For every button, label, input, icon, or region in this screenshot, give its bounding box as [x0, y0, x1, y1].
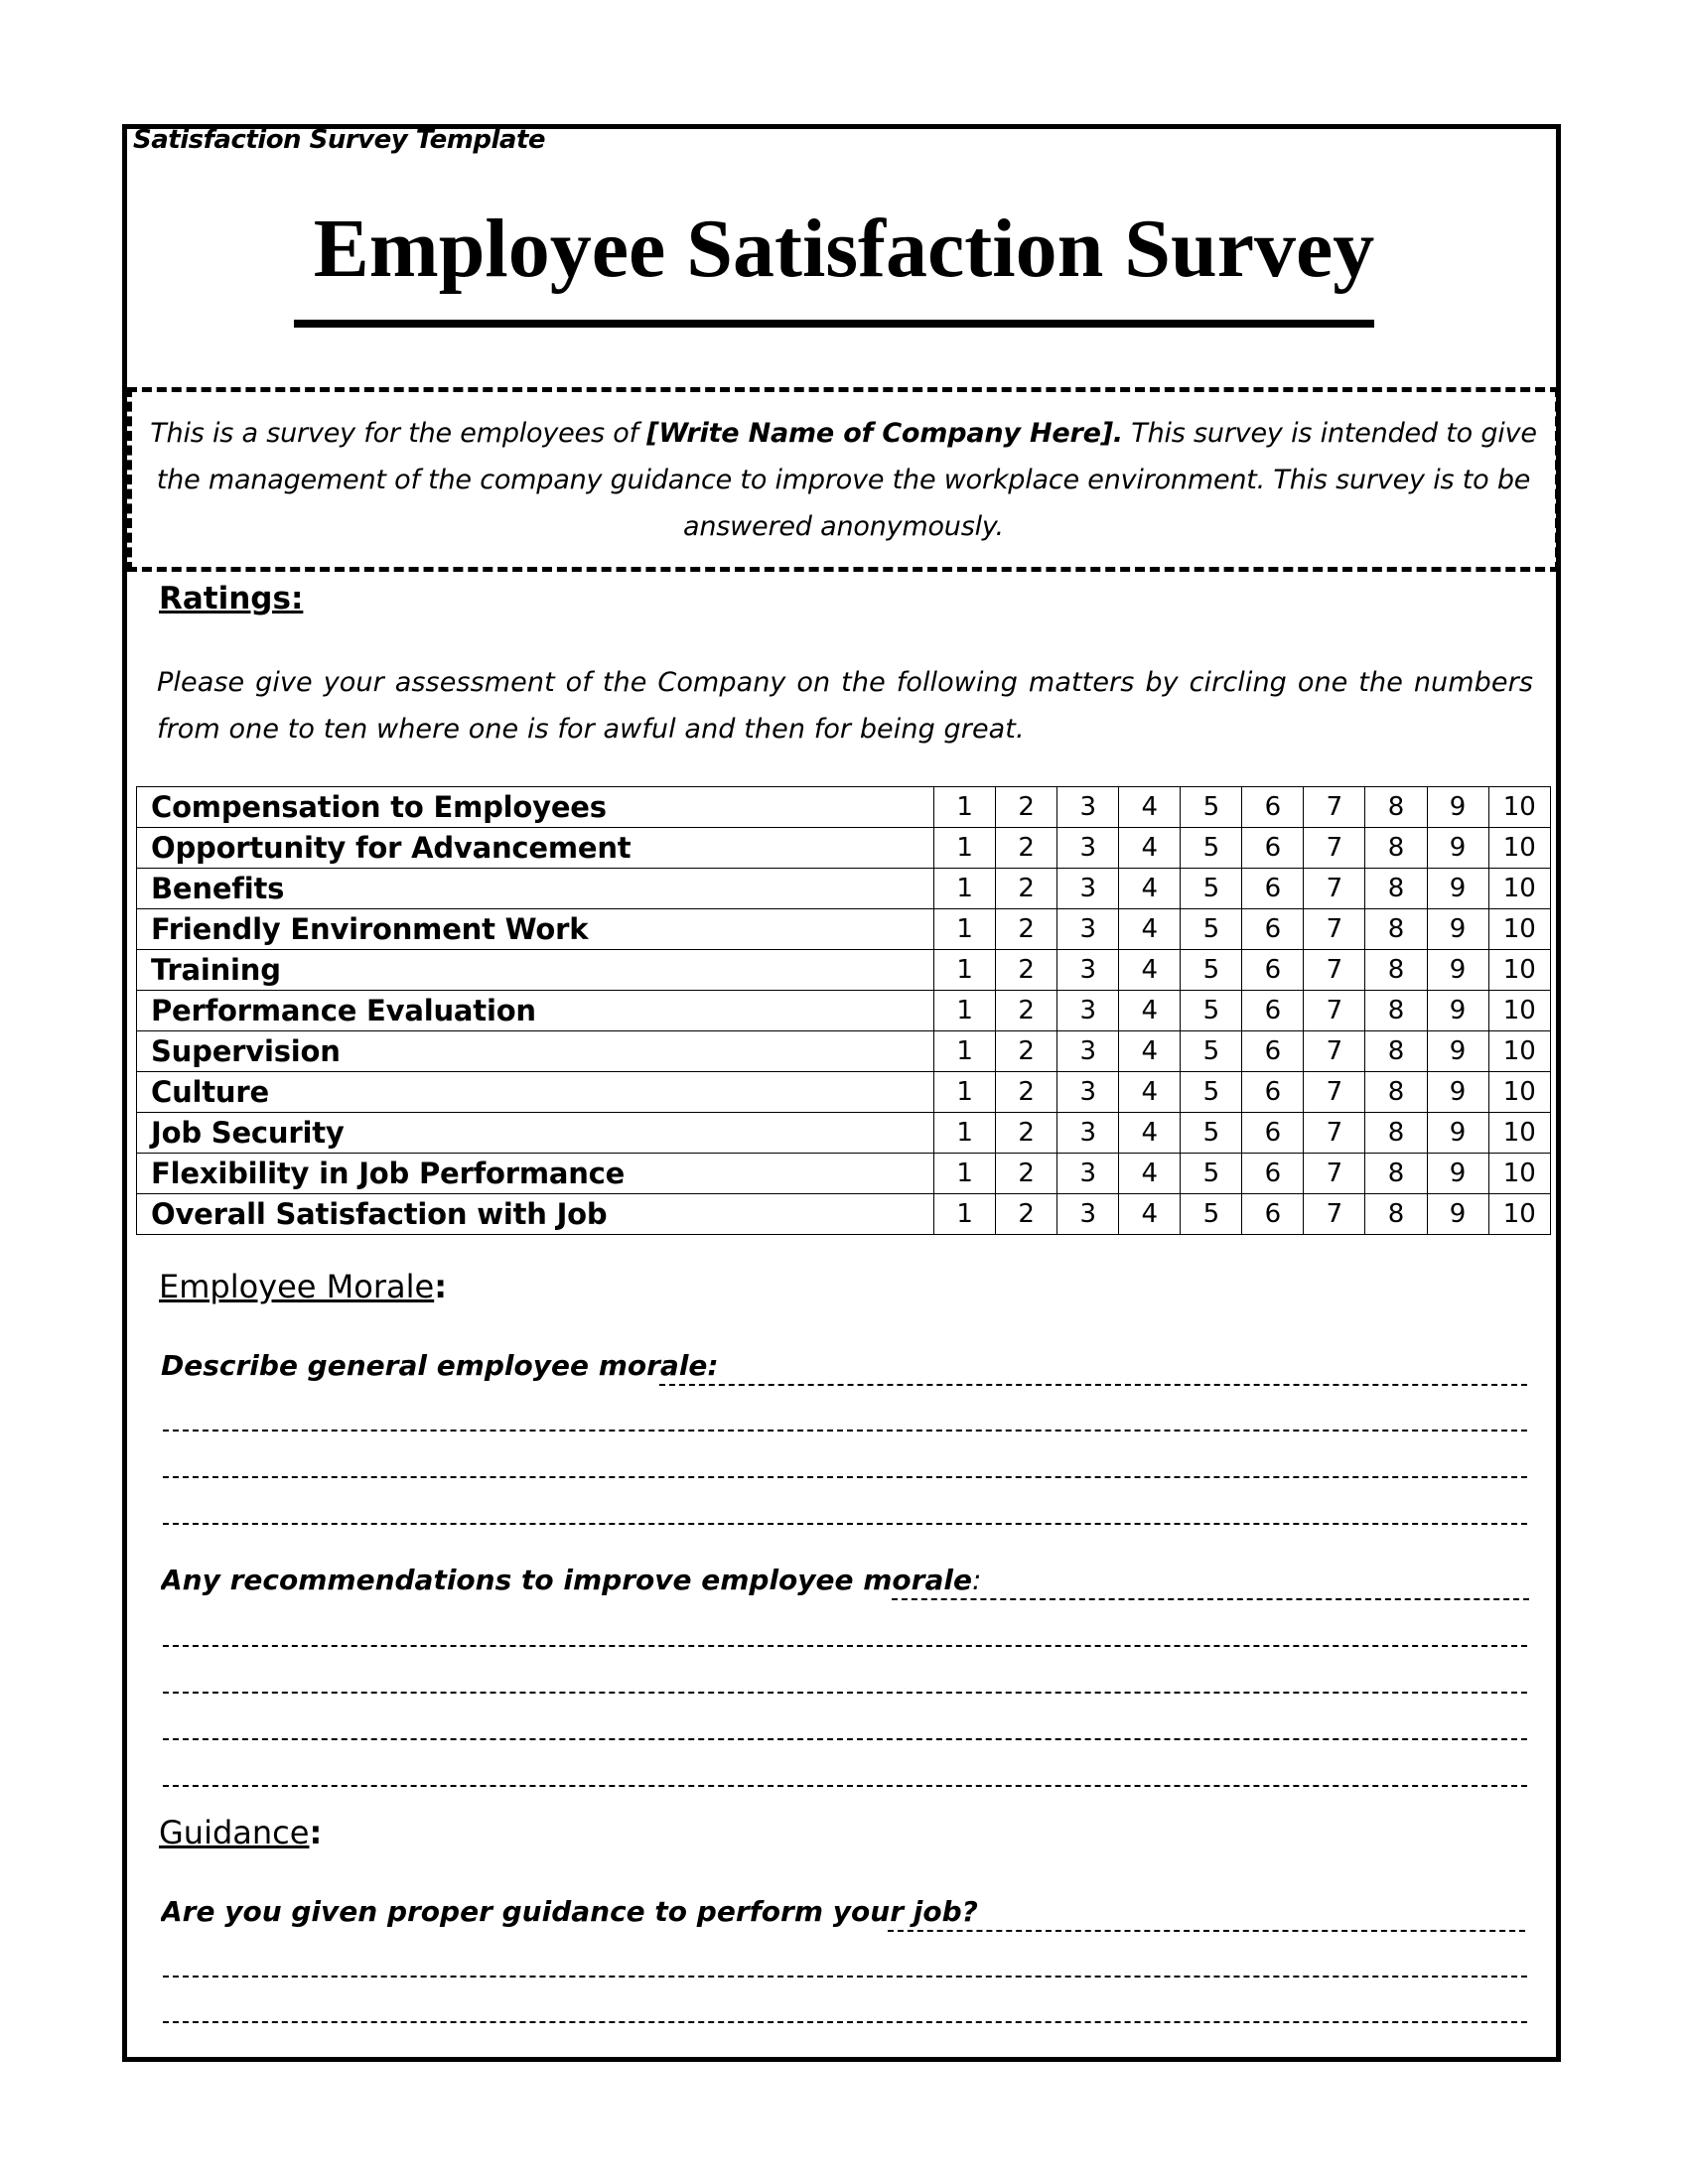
rating-category-label: Benefits [137, 869, 934, 909]
rating-score-option[interactable]: 1 [934, 828, 996, 869]
rating-score-option[interactable]: 1 [934, 1154, 996, 1194]
rating-score-option[interactable]: 6 [1242, 1113, 1304, 1154]
rating-score-option[interactable]: 10 [1488, 1194, 1550, 1235]
morale-answer-line[interactable] [659, 1384, 1527, 1386]
morale-answer-line[interactable] [163, 1523, 1527, 1525]
rating-score-option[interactable]: 6 [1242, 950, 1304, 991]
rating-score-option[interactable]: 4 [1119, 1113, 1181, 1154]
rating-category-label: Supervision [137, 1031, 934, 1072]
rating-score-option[interactable]: 6 [1242, 909, 1304, 950]
rating-score-option[interactable]: 9 [1427, 950, 1488, 991]
rating-score-option[interactable]: 5 [1181, 787, 1242, 828]
employee-morale-heading: Employee Morale: [159, 1268, 447, 1305]
rating-score-option[interactable]: 2 [996, 909, 1057, 950]
rating-score-option[interactable]: 4 [1119, 950, 1181, 991]
rating-score-option[interactable]: 9 [1427, 828, 1488, 869]
rating-score-option[interactable]: 10 [1488, 991, 1550, 1031]
rating-score-option[interactable]: 5 [1181, 1194, 1242, 1235]
company-placeholder[interactable]: [Write Name of Company Here]. [646, 417, 1123, 449]
rating-score-option[interactable]: 4 [1119, 828, 1181, 869]
rating-score-option[interactable]: 8 [1365, 1113, 1427, 1154]
rating-score-option[interactable]: 5 [1181, 909, 1242, 950]
rating-score-option[interactable]: 9 [1427, 869, 1488, 909]
rating-score-option[interactable]: 2 [996, 1031, 1057, 1072]
ratings-instructions: Please give your assessment of the Company on the following matters by circling one the numbers from one to ten where one is for awful and then for being great. [157, 667, 1533, 745]
rating-score-option[interactable]: 5 [1181, 1031, 1242, 1072]
rating-score-option[interactable]: 7 [1304, 1072, 1365, 1113]
rating-category-label: Compensation to Employees [137, 787, 934, 828]
rating-score-option[interactable]: 2 [996, 950, 1057, 991]
rating-score-option[interactable]: 4 [1119, 1194, 1181, 1235]
intro-box [127, 387, 1560, 572]
rating-score-option[interactable]: 7 [1304, 787, 1365, 828]
rating-score-option[interactable]: 8 [1365, 787, 1427, 828]
recommendations-answer-line[interactable] [892, 1598, 1529, 1600]
rating-score-option[interactable]: 2 [996, 1113, 1057, 1154]
morale-answer-line[interactable] [163, 1476, 1527, 1478]
rating-score-option[interactable]: 2 [996, 787, 1057, 828]
rating-score-option[interactable]: 2 [996, 991, 1057, 1031]
rating-score-option[interactable]: 9 [1427, 787, 1488, 828]
rating-score-option[interactable]: 1 [934, 991, 996, 1031]
rating-score-option[interactable]: 8 [1365, 950, 1427, 991]
rating-score-option[interactable]: 8 [1365, 1072, 1427, 1113]
rating-score-option[interactable]: 9 [1427, 1072, 1488, 1113]
rating-score-option[interactable]: 1 [934, 1194, 996, 1235]
rating-score-option[interactable]: 3 [1057, 869, 1119, 909]
rating-row [137, 909, 1551, 950]
intro-text [150, 410, 1537, 550]
rating-score-option[interactable]: 5 [1181, 869, 1242, 909]
rating-score-option[interactable]: 3 [1057, 828, 1119, 869]
rating-score-option[interactable]: 4 [1119, 1072, 1181, 1113]
rating-score-option[interactable]: 6 [1242, 1031, 1304, 1072]
rating-score-option[interactable]: 9 [1427, 1113, 1488, 1154]
rating-category-label: Training [137, 950, 934, 991]
rating-score-option[interactable]: 8 [1365, 1194, 1427, 1235]
rating-score-option[interactable]: 6 [1242, 869, 1304, 909]
header-label: Satisfaction Survey Template [133, 125, 545, 155]
guidance-answer-line[interactable] [163, 2021, 1527, 2023]
morale-question-1: Describe general employee morale: [161, 1349, 719, 1382]
recommendations-answer-line[interactable] [163, 1692, 1527, 1694]
rating-row [137, 1154, 1551, 1194]
intro-before: This is a survey for the employees of [150, 417, 647, 449]
rating-score-option[interactable]: 6 [1242, 1072, 1304, 1113]
rating-score-option[interactable]: 7 [1304, 950, 1365, 991]
rating-score-option[interactable]: 2 [996, 1154, 1057, 1194]
guidance-answer-line[interactable] [888, 1930, 1525, 1932]
recommendations-answer-line[interactable] [163, 1785, 1527, 1787]
rating-row [137, 1113, 1551, 1154]
morale-question-2: Any recommendations to improve employee morale: [161, 1564, 982, 1596]
rating-score-option[interactable]: 8 [1365, 991, 1427, 1031]
rating-score-option[interactable]: 9 [1427, 991, 1488, 1031]
rating-score-option[interactable]: 3 [1057, 1194, 1119, 1235]
rating-score-option[interactable]: 7 [1304, 1194, 1365, 1235]
rating-score-option[interactable]: 5 [1181, 950, 1242, 991]
rating-score-option[interactable]: 6 [1242, 1194, 1304, 1235]
rating-score-option[interactable]: 10 [1488, 1113, 1550, 1154]
rating-row [137, 991, 1551, 1031]
title-underline [294, 320, 1374, 328]
rating-score-option[interactable]: 10 [1488, 950, 1550, 991]
guidance-heading: Guidance: [159, 1814, 323, 1851]
rating-score-option[interactable]: 7 [1304, 869, 1365, 909]
rating-score-option[interactable]: 9 [1427, 909, 1488, 950]
rating-score-option[interactable]: 7 [1304, 1154, 1365, 1194]
rating-score-option[interactable]: 3 [1057, 1113, 1119, 1154]
rating-score-option[interactable]: 5 [1181, 991, 1242, 1031]
rating-score-option[interactable]: 5 [1181, 1154, 1242, 1194]
rating-score-option[interactable]: 2 [996, 1194, 1057, 1235]
rating-row [137, 950, 1551, 991]
guidance-question-1: Are you given proper guidance to perform your job? [161, 1895, 978, 1928]
rating-score-option[interactable]: 3 [1057, 950, 1119, 991]
rating-score-option[interactable]: 10 [1488, 787, 1550, 828]
rating-score-option[interactable]: 7 [1304, 909, 1365, 950]
rating-score-option[interactable]: 4 [1119, 991, 1181, 1031]
page-title: Employee Satisfaction Survey [313, 203, 1375, 295]
rating-score-option[interactable]: 4 [1119, 869, 1181, 909]
rating-score-option[interactable]: 6 [1242, 828, 1304, 869]
rating-score-option[interactable]: 10 [1488, 1031, 1550, 1072]
rating-score-option[interactable]: 1 [934, 909, 996, 950]
rating-score-option[interactable]: 5 [1181, 1113, 1242, 1154]
rating-row [137, 1072, 1551, 1113]
rating-score-option[interactable]: 4 [1119, 1031, 1181, 1072]
recommendations-answer-line[interactable] [163, 1645, 1527, 1647]
rating-score-option[interactable]: 6 [1242, 991, 1304, 1031]
rating-row [137, 1194, 1551, 1235]
morale-answer-line[interactable] [163, 1430, 1527, 1432]
intro-after: This survey is intended to give the management of the company guidance to improve the workplace environment. This survey is to be answered anonymously. [156, 417, 1537, 542]
rating-score-option[interactable]: 3 [1057, 1154, 1119, 1194]
rating-score-option[interactable]: 10 [1488, 909, 1550, 950]
rating-row [137, 787, 1551, 828]
rating-score-option[interactable]: 3 [1057, 991, 1119, 1031]
rating-category-label: Flexibility in Job Performance [137, 1154, 934, 1194]
rating-score-option[interactable]: 3 [1057, 1072, 1119, 1113]
rating-score-option[interactable]: 5 [1181, 1072, 1242, 1113]
rating-category-label: Culture [137, 1072, 934, 1113]
rating-score-option[interactable]: 4 [1119, 787, 1181, 828]
rating-score-option[interactable]: 5 [1181, 828, 1242, 869]
rating-score-option[interactable]: 6 [1242, 1154, 1304, 1194]
rating-score-option[interactable]: 4 [1119, 1154, 1181, 1194]
rating-score-option[interactable]: 1 [934, 1072, 996, 1113]
rating-score-option[interactable]: 7 [1304, 1031, 1365, 1072]
rating-row [137, 828, 1551, 869]
rating-score-option[interactable]: 3 [1057, 1031, 1119, 1072]
rating-category-label: Friendly Environment Work [137, 909, 934, 950]
rating-category-label: Job Security [137, 1113, 934, 1154]
rating-score-option[interactable]: 1 [934, 1113, 996, 1154]
rating-score-option[interactable]: 6 [1242, 787, 1304, 828]
rating-score-option[interactable]: 8 [1365, 869, 1427, 909]
rating-score-option[interactable]: 8 [1365, 1154, 1427, 1194]
rating-category-label: Opportunity for Advancement [137, 828, 934, 869]
rating-score-option[interactable]: 3 [1057, 787, 1119, 828]
rating-score-option[interactable]: 8 [1365, 1031, 1427, 1072]
rating-score-option[interactable]: 9 [1427, 1031, 1488, 1072]
rating-score-option[interactable]: 7 [1304, 828, 1365, 869]
rating-score-option[interactable]: 7 [1304, 991, 1365, 1031]
rating-score-option[interactable]: 7 [1304, 1113, 1365, 1154]
rating-category-label: Performance Evaluation [137, 991, 934, 1031]
rating-score-option[interactable]: 9 [1427, 1154, 1488, 1194]
rating-score-option[interactable]: 10 [1488, 1154, 1550, 1194]
rating-row [137, 869, 1551, 909]
rating-score-option[interactable]: 10 [1488, 828, 1550, 869]
rating-score-option[interactable]: 1 [934, 869, 996, 909]
rating-score-option[interactable]: 1 [934, 950, 996, 991]
rating-row [137, 1031, 1551, 1072]
rating-score-option[interactable]: 2 [996, 869, 1057, 909]
rating-score-option[interactable]: 10 [1488, 1072, 1550, 1113]
guidance-answer-line[interactable] [163, 1976, 1527, 1978]
rating-score-option[interactable]: 4 [1119, 909, 1181, 950]
rating-score-option[interactable]: 9 [1427, 1194, 1488, 1235]
rating-score-option[interactable]: 8 [1365, 828, 1427, 869]
rating-score-option[interactable]: 1 [934, 787, 996, 828]
rating-score-option[interactable]: 8 [1365, 909, 1427, 950]
ratings-table [136, 786, 1551, 1235]
rating-category-label: Overall Satisfaction with Job [137, 1194, 934, 1235]
rating-score-option[interactable]: 3 [1057, 909, 1119, 950]
rating-score-option[interactable]: 2 [996, 1072, 1057, 1113]
recommendations-answer-line[interactable] [163, 1738, 1527, 1740]
rating-score-option[interactable]: 1 [934, 1031, 996, 1072]
rating-score-option[interactable]: 2 [996, 828, 1057, 869]
ratings-heading: Ratings: [159, 581, 304, 616]
rating-score-option[interactable]: 10 [1488, 869, 1550, 909]
